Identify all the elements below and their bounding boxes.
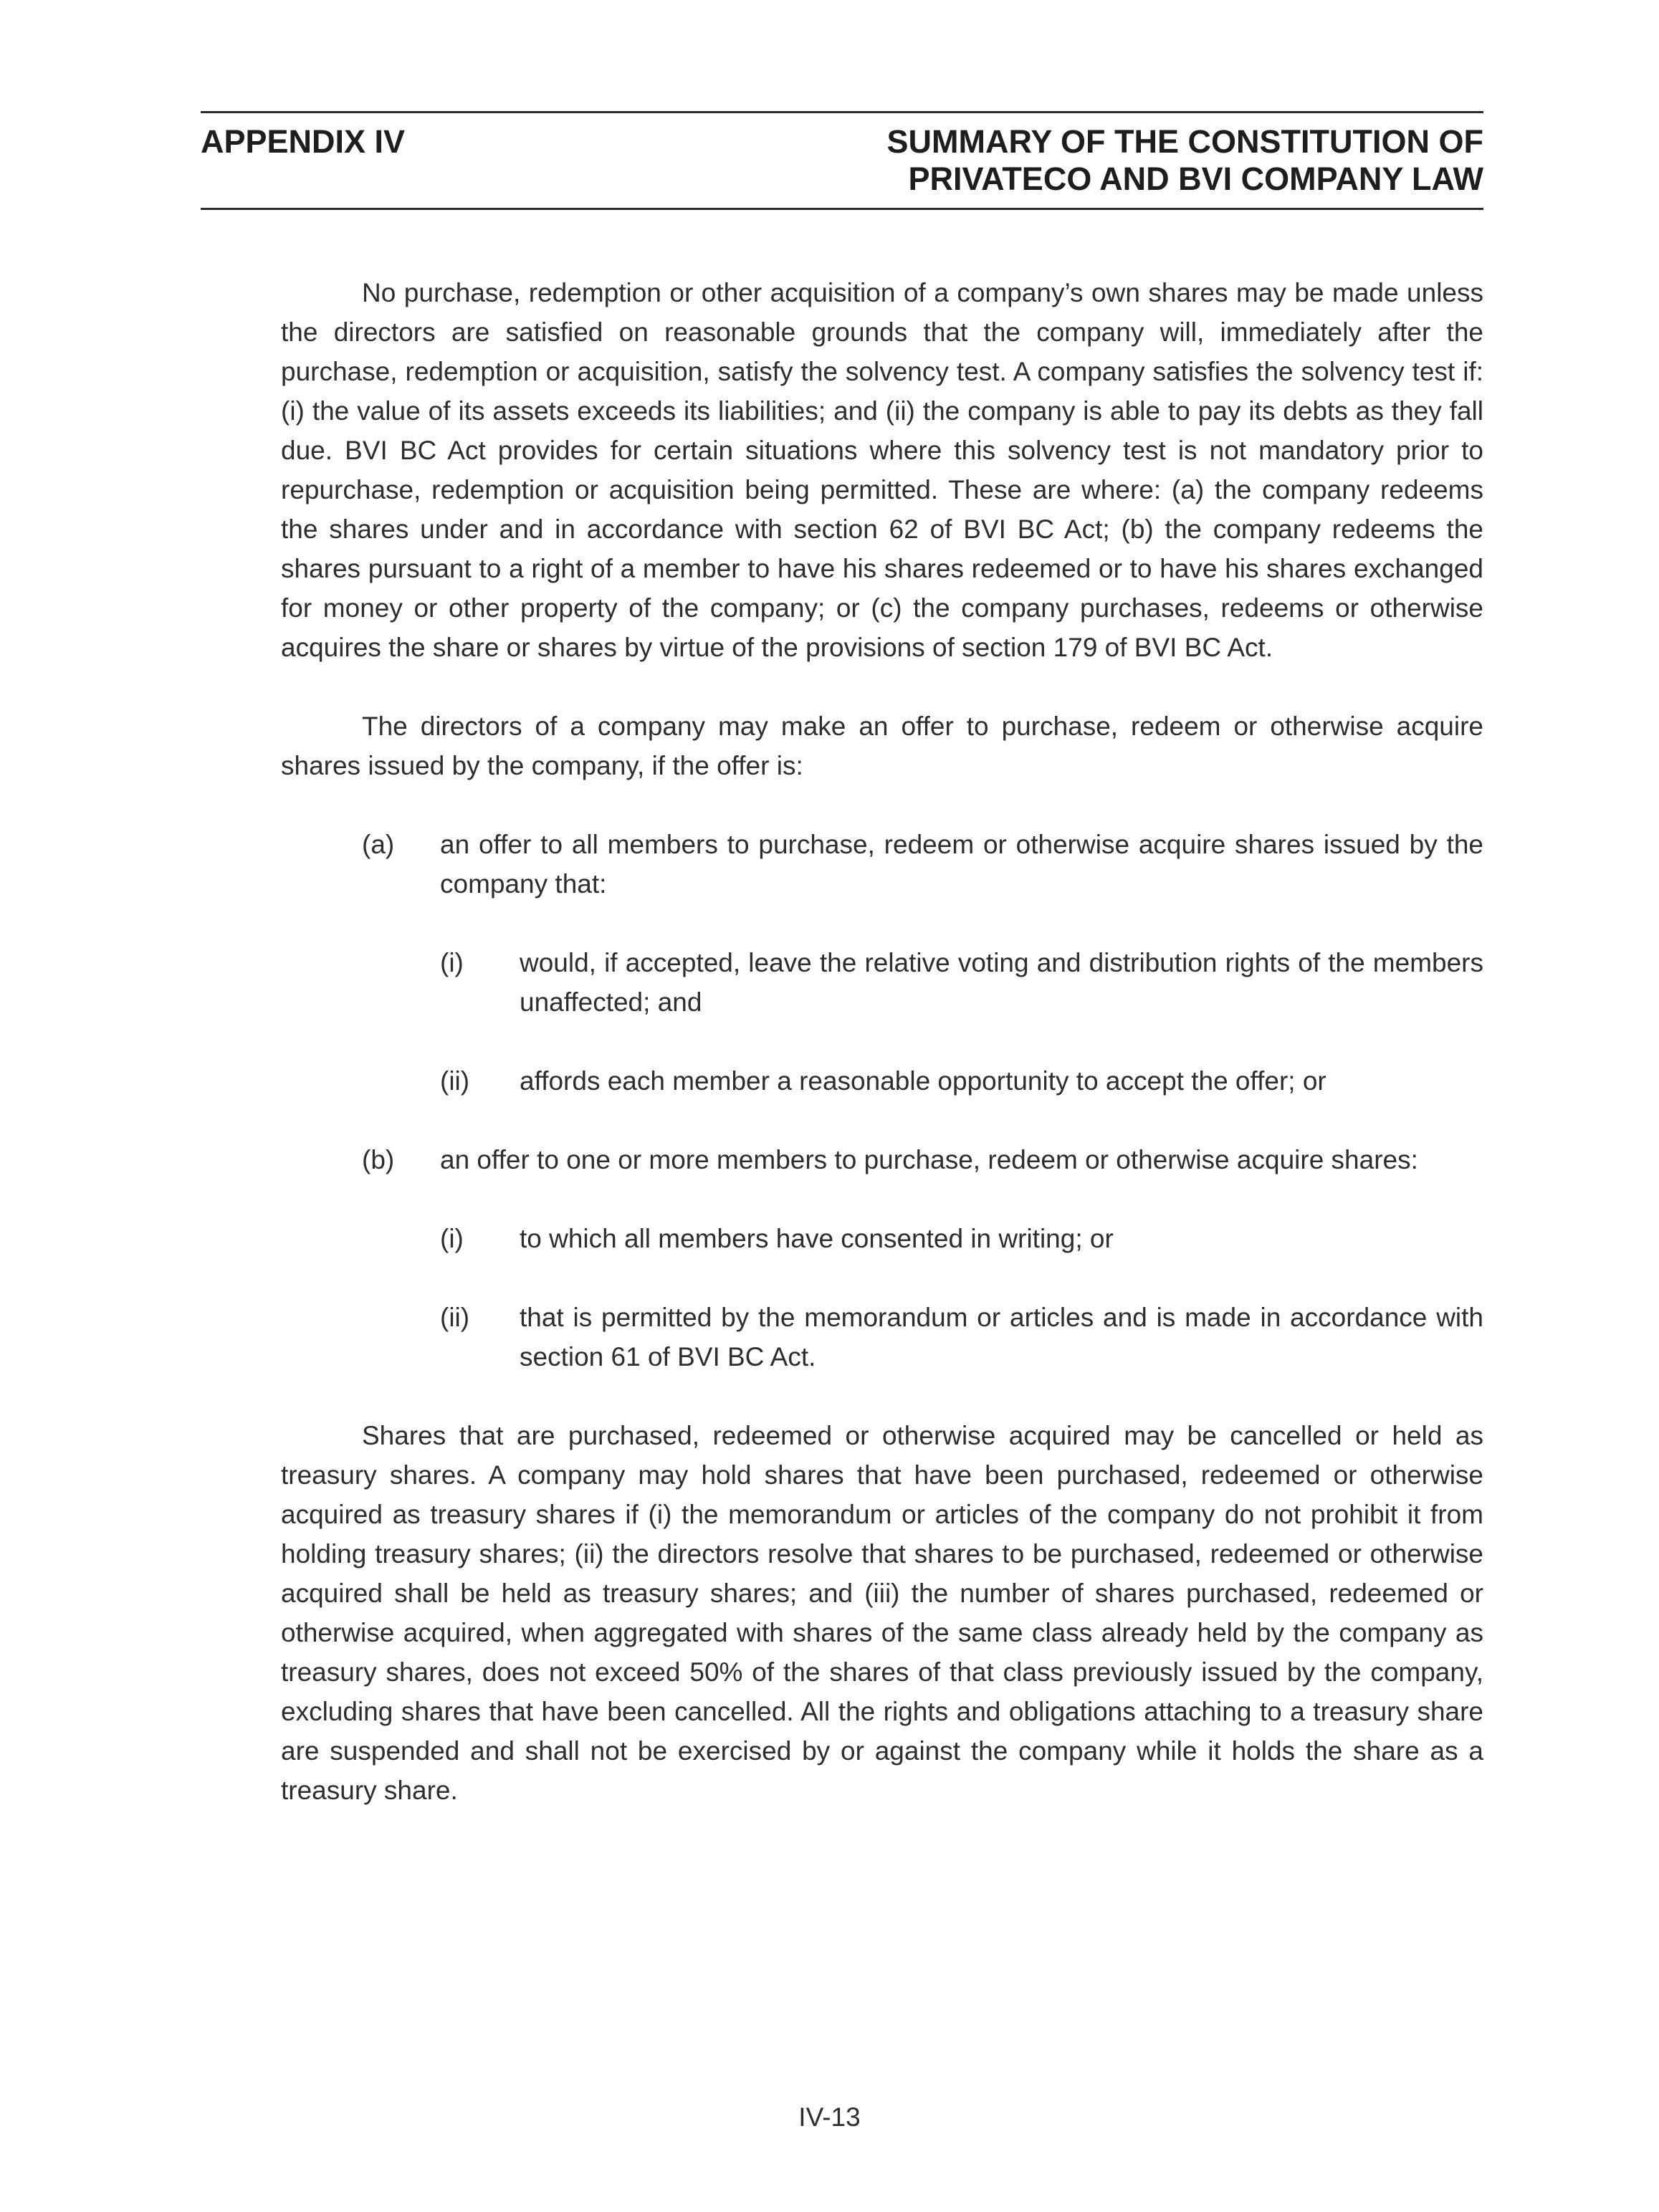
list-item-label: (i)	[440, 1224, 464, 1253]
paragraph-directors-offer: The directors of a company may make an offer to purchase, redeem or otherwise acquire shares issued by the company, if the offer is:	[281, 712, 1483, 780]
appendix-label: APPENDIX IV	[201, 123, 406, 160]
list-item-b	[281, 1140, 1483, 1179]
list-item-label: (ii)	[440, 1066, 470, 1096]
header-bottom-rule	[201, 208, 1483, 210]
list-item-text: would, if accepted, leave the relative voting and distribution rights of the members unaffected; and	[520, 948, 1483, 1017]
list-item-text: to which all members have consented in writing; or	[520, 1224, 1114, 1253]
list-item-text: affords each member a reasonable opportunity to accept the offer; or	[520, 1066, 1326, 1096]
list-item-text: an offer to all members to purchase, redeem or otherwise acquire shares issued by the company that:	[440, 830, 1483, 899]
list-item-a	[281, 825, 1483, 904]
header-title-line-2: PRIVATECO AND BVI COMPANY LAW	[908, 161, 1483, 197]
page-number: IV-13	[798, 2102, 861, 2132]
document-body	[281, 273, 1483, 1810]
list-item-text: an offer to one or more members to purchase, redeem or otherwise acquire shares:	[440, 1145, 1418, 1174]
list-item-b-i	[281, 1219, 1483, 1258]
list-item-a-ii	[281, 1061, 1483, 1101]
header-title-line-1: SUMMARY OF THE CONSTITUTION OF	[886, 123, 1483, 160]
list-item-label: (b)	[362, 1145, 395, 1174]
list-item-label: (a)	[362, 830, 395, 859]
list-item-b-ii	[281, 1298, 1483, 1376]
list-item-label: (i)	[440, 948, 464, 977]
header-top-rule	[201, 111, 1483, 113]
list-item-a-i	[281, 943, 1483, 1022]
paragraph-treasury-shares: Shares that are purchased, redeemed or otherwise acquired may be cancelled or held as treasury shares. A company may hold shares that have been purchased, redeemed or otherwise acquired as treasury shares if (i) the memorandum or articles of the company do not prohibit it from holding treasury shares; (ii) the directors resolve that shares to be purchased, redeemed or otherwise acquired shall be held as treasury shares; and (iii) the number of shares purchased, redeemed or otherwise acquired, when aggregated with shares of the same class already held by the company as treasury shares, does not exceed 50% of the shares of that class previously issued by the company, excluding shares that have been cancelled. All the rights and obligations attaching to a treasury share are suspended and shall not be exercised by or against the company while it holds the share as a treasury share.	[281, 1421, 1483, 1805]
header-title	[887, 123, 1483, 198]
list-item-text: that is permitted by the memorandum or articles and is made in accordance with section 61 of BVI BC Act.	[520, 1303, 1483, 1371]
page-header	[201, 111, 1483, 211]
paragraph-solvency-test: No purchase, redemption or other acquisition of a company’s own shares may be made unless the directors are satisfied on reasonable grounds that the company will, immediately after the purchase, redemption or acquisition, satisfy the solvency test. A company satisfies the solvency test if: (i) the value of its assets exceeds its liabilities; and (ii) the company is able to pay its debts as they fall due. BVI BC Act provides for certain situations where this solvency test is not mandatory prior to repurchase, redemption or acquisition being permitted. These are where: (a) the company redeems the shares under and in accordance with section 62 of BVI BC Act; (b) the company redeems the shares pursuant to a right of a member to have his shares redeemed or to have his shares exchanged for money or other property of the company; or (c) the company purchases, redeems or otherwise acquires the share or shares by virtue of the provisions of section 179 of BVI BC Act.	[281, 278, 1483, 662]
list-item-label: (ii)	[440, 1303, 470, 1332]
